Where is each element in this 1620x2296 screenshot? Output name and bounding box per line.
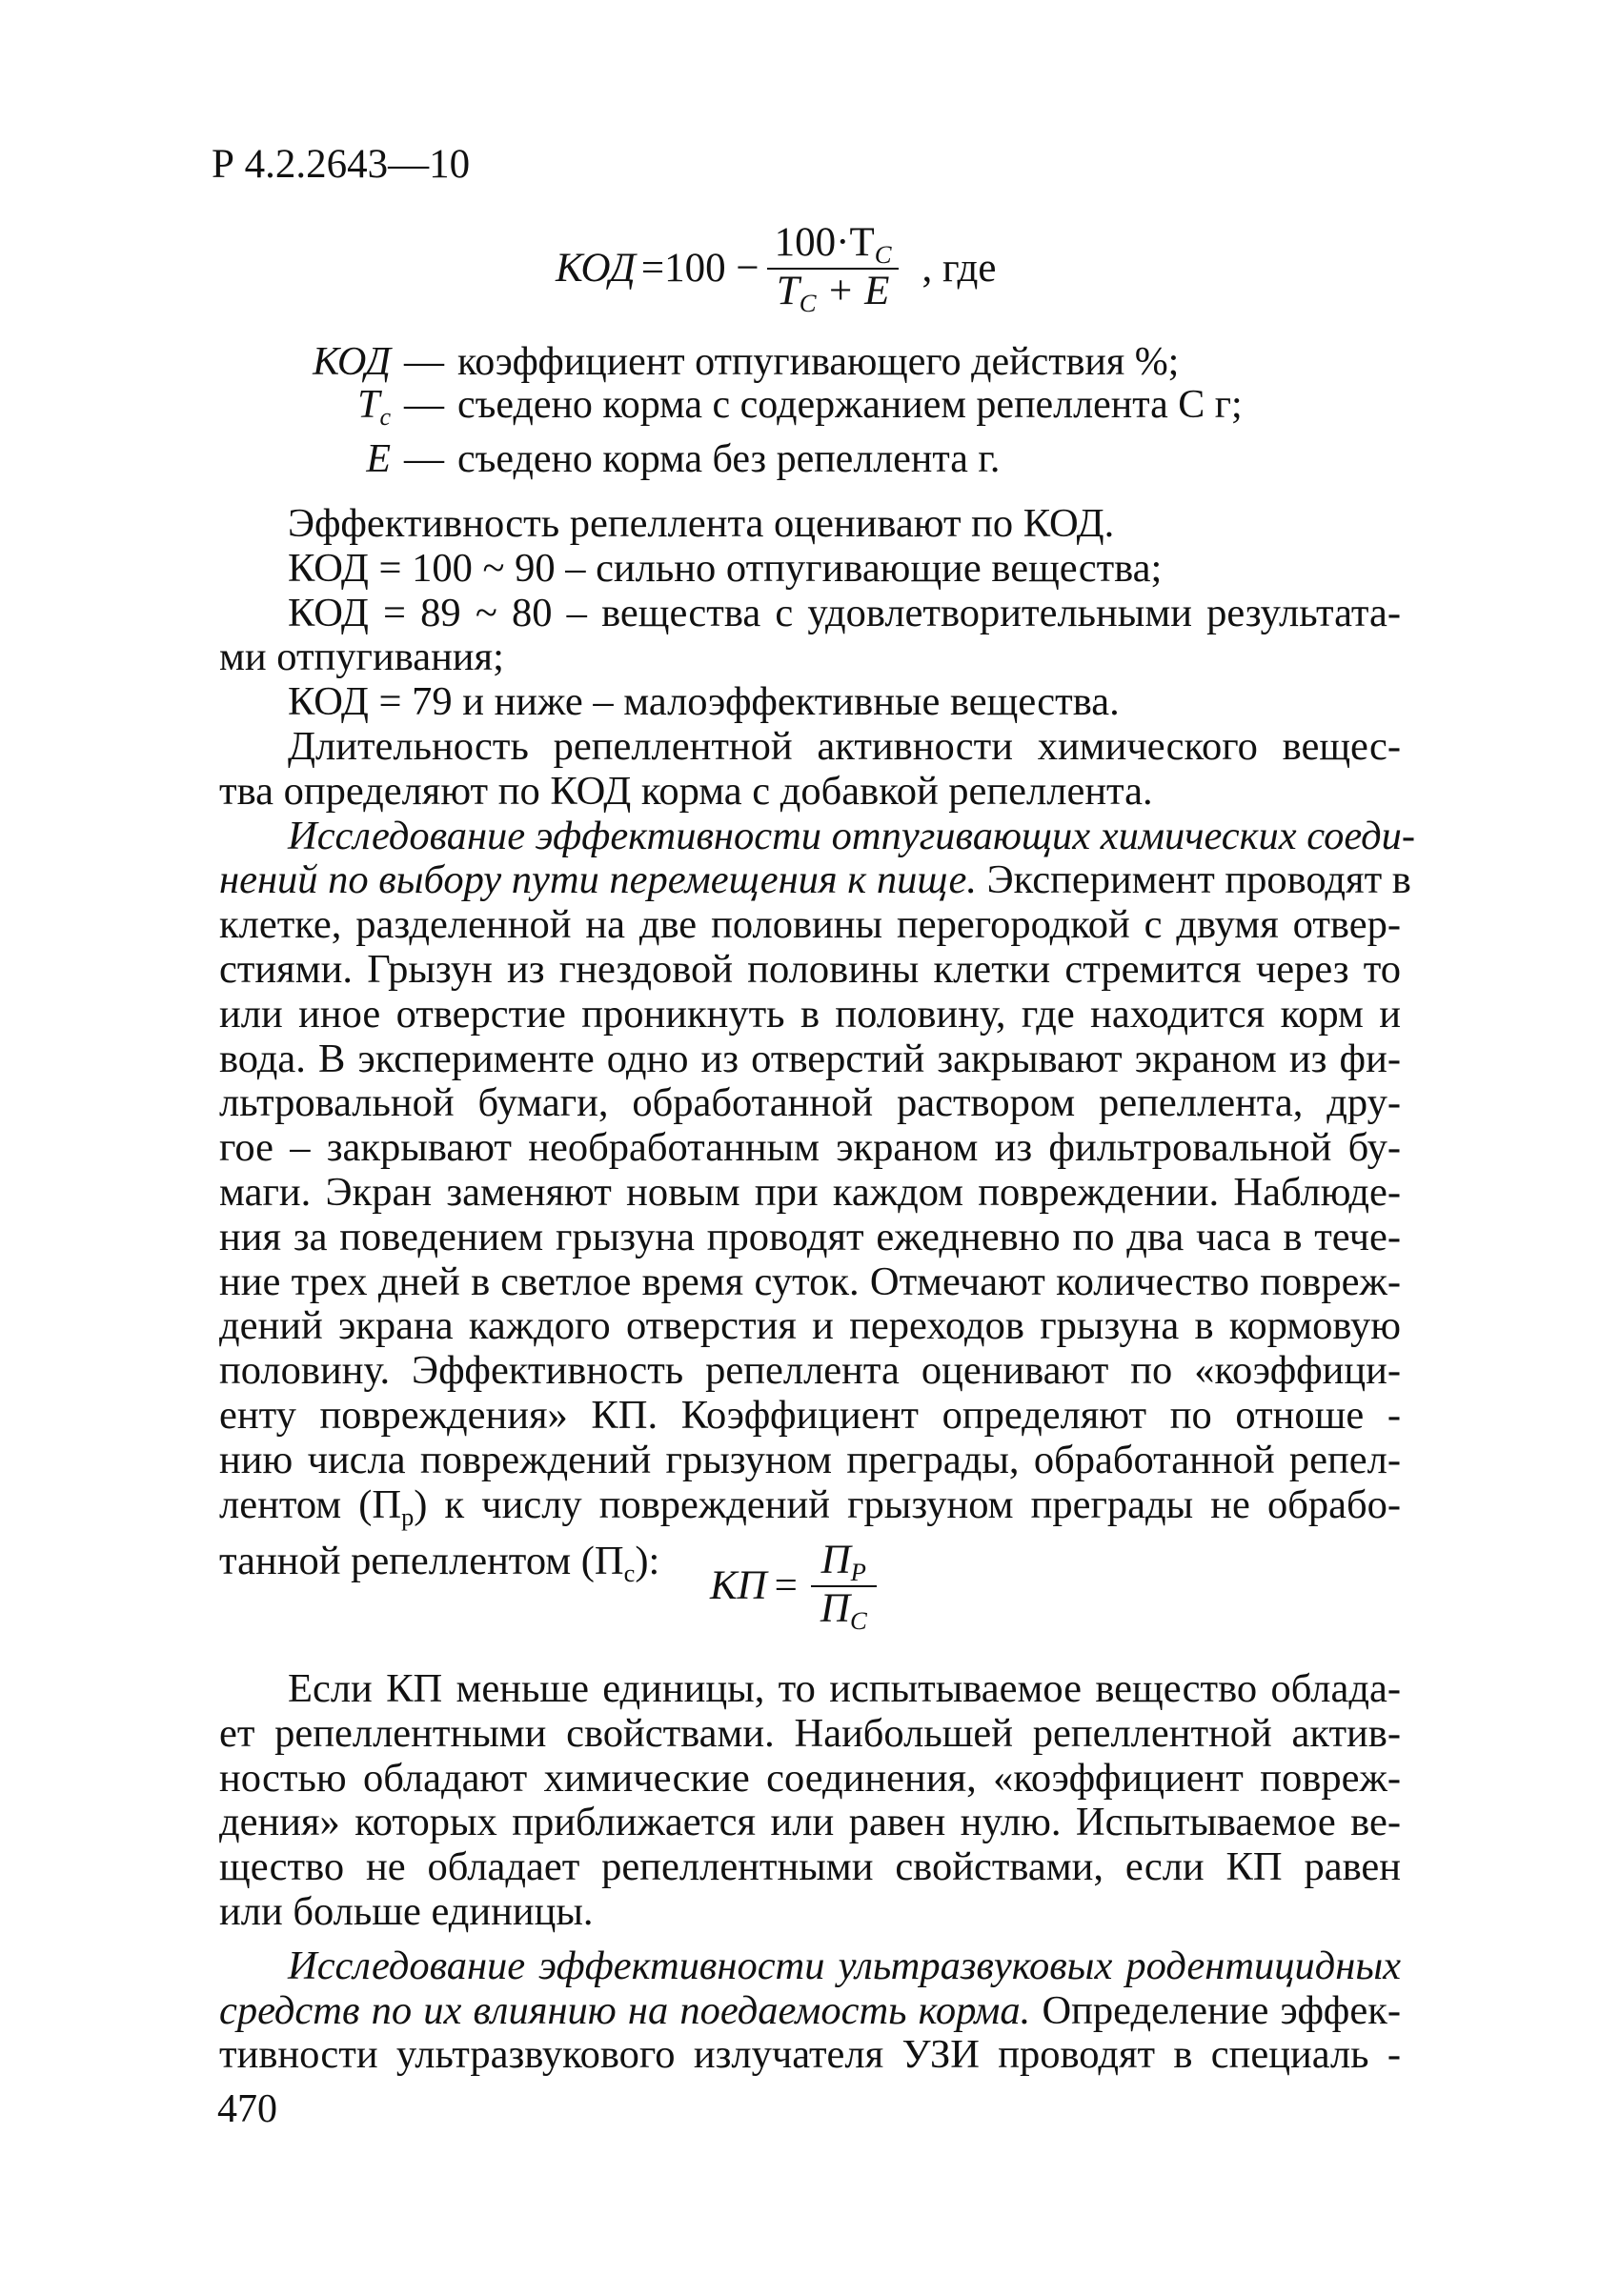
definition-text: коэффициент отпугивающего действия %; (457, 340, 1180, 384)
definition-row (286, 341, 1243, 384)
formula-kp-denominator: П (820, 1585, 850, 1631)
study2-heading-line1: Исследование эффективности ультразвуковых родентицидных (288, 1943, 1401, 1988)
formula-kod-numerator-sub: C (874, 239, 892, 269)
definition-dash: — (404, 383, 444, 427)
kod-strong: КОД = 100 ~ 90 – сильно отпугивающие вещества; (288, 545, 1163, 591)
duration-paragraph: Длительность репеллентной активности химического вещес- тва определяют по КОД корма с добавкой репеллента. (219, 723, 1401, 814)
formula-kod-fraction (765, 221, 901, 316)
kp-conclusion-paragraph: Если КП меньше единицы, то испытываемое вещество облада- ет репеллентными свойствами. Наибольшей репеллентной актив- ностью обладают химические соединения, «коэффициент повреж- дения» которых приближается или равен нулю. Испытываемое ве- щество не обладает репеллентными свойствами, если КП равен или больше единицы. (219, 1666, 1401, 1934)
definition-dash: — (404, 340, 444, 384)
formula-kp (710, 1539, 882, 1634)
body-text-1 (219, 501, 1416, 1597)
definition-symbol: $T_c$ (357, 383, 391, 431)
formula-kod-denominator-b: + E (816, 268, 890, 313)
formula-kp-numerator: П (820, 1538, 851, 1582)
definitions-list (286, 341, 1243, 481)
formula-kod-denominator-a: T (776, 268, 800, 313)
definition-symbol: КОД (313, 340, 391, 384)
study2-heading-line2: средств по их влиянию на поедаемость корма. (219, 1987, 1031, 2033)
study1-heading-line2: нений по выбору пути перемещения к пище. (219, 857, 977, 903)
page-number: 470 (217, 2087, 277, 2131)
effectiveness-intro: Эффективность репеллента оценивают по КОД. (288, 501, 1115, 546)
definition-dash: — (404, 436, 444, 481)
formula-kod-const: =100 − (640, 246, 759, 292)
formula-kod-denominator-a-sub: C (799, 288, 817, 317)
formula-kod-numerator: 100·T (774, 220, 875, 265)
kod-satisfactory: КОД = 89 ~ 80 – вещества с удовлетворительными результата- ми отпугивания; (219, 590, 1401, 680)
definition-row (286, 384, 1243, 438)
formula-kp-fraction (811, 1539, 877, 1634)
study2-paragraph: Исследование эффективности ультразвуковых родентицидных средств по их влиянию на поедаемость корма. Определение эффек- тивности ультразвукового излучателя УЗИ проводят в специаль - (219, 1943, 1401, 2078)
formula-kp-denominator-sub: C (849, 1605, 867, 1635)
definition-symbol: E (366, 436, 391, 481)
body-text-2 (219, 1667, 1401, 2078)
kod-weak: КОД = 79 и ниже – малоэффективные вещества. (288, 679, 1120, 725)
formula-kod-lhs: КОД (556, 246, 636, 292)
study1-heading-line1: Исследование эффективности отпугивающих химических соеди- (288, 813, 1416, 858)
formula-kod-suffix: , где (921, 246, 997, 292)
formula-kp-lhs: КП (710, 1563, 767, 1609)
study1-paragraph: Исследование эффективности отпугивающих химических соеди- нений по выбору пути перемещения к пище. Эксперимент проводят в клетке, разделенной на две половины перегородкой с двумя отвер- стиями. Грызун из гнездовой половины клетки стремится через то или иное отверстие проникнуть в половину, где находится корм и вода. В эксперименте одно из отверстий закрывают экраном из фи- льтровальной бумаги, обработанной раствором репеллента, дру- гое – закрывают необработанным экраном из фильтровальной бу- маги. Экран заменяют новым при каждом повреждении. Наблюде- ния за поведением грызуна проводят ежедневно по два часа в тече- ние трех дней в светлое время суток. Отмечают количество повреж- дений экрана каждого отверстия и переходов грызуна в кормовую половину. Эффективность репеллента оценивают по «коэффици- енту повреждения» КП. Коэффициент определяют по отноше - нию числа повреждений грызуном преграды, обработанной репел- лентом $(П_р)$ к числу повреждений грызуном преграды не обрабо- танной репеллентом $(П_с)$: (219, 813, 1416, 1588)
definition-text: съедено корма с содержанием репеллента С г; (457, 383, 1243, 427)
definition-text: съедено корма без репеллента г. (457, 436, 1001, 481)
formula-kod (556, 221, 997, 316)
formula-kp-numerator-sub: P (850, 1557, 866, 1586)
page-code: Р 4.2.2643—10 (212, 142, 471, 187)
definition-row (286, 438, 1243, 481)
formula-kp-eq: = (774, 1563, 798, 1609)
